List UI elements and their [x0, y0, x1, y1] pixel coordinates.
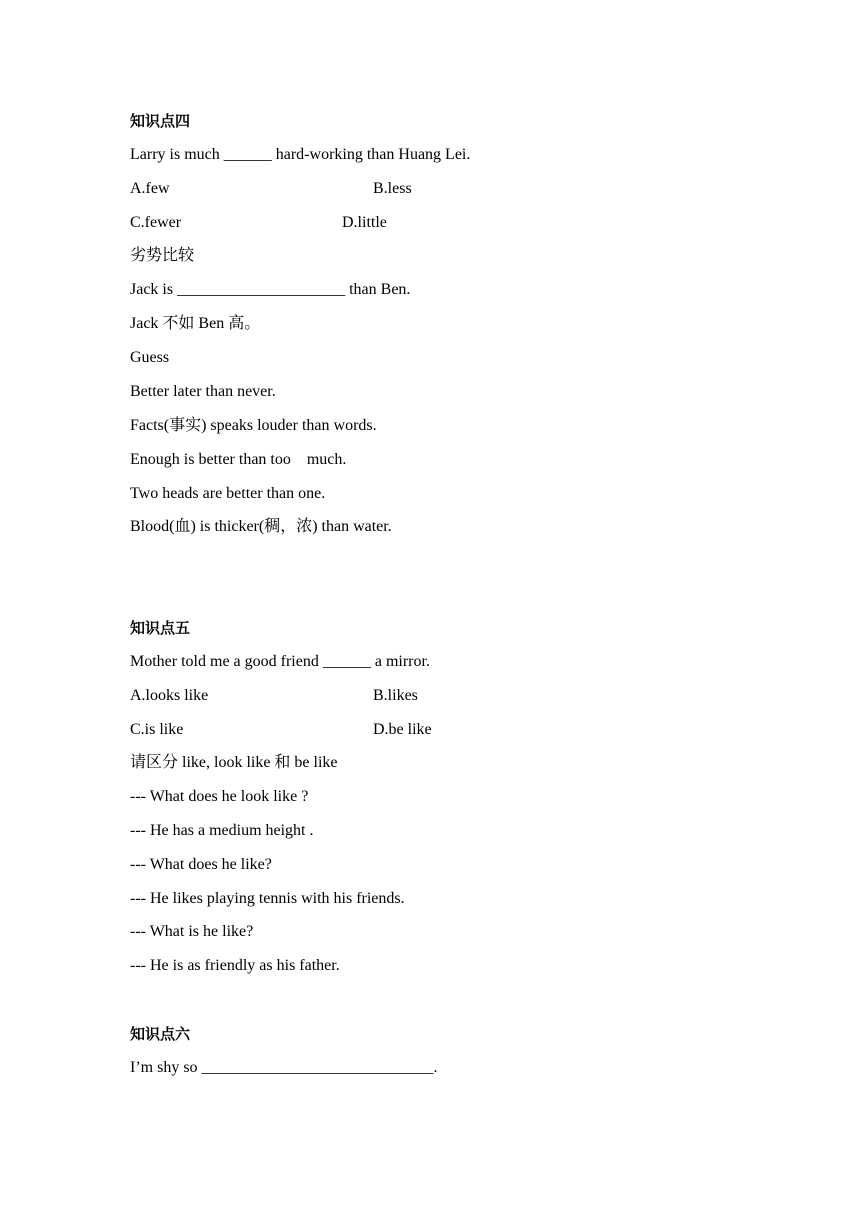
dialogue-line: --- He has a medium height .	[130, 822, 314, 839]
section-4-guess-label: Guess	[130, 349, 170, 366]
proverb-line: Better later than never.	[130, 383, 276, 400]
dialogue-line: --- He likes playing tennis with his friends.	[130, 890, 405, 907]
section-5-option-a: A.looks like	[130, 687, 209, 704]
section-5-option-d: D.be like	[373, 721, 432, 738]
proverb-line: Enough is better than too much.	[130, 451, 347, 468]
section-4-translation: Jack 不如 Ben 高。	[130, 315, 261, 332]
section-4-question: Larry is much ______ hard-working than Huang Lei.	[130, 146, 471, 163]
proverb-line: Two heads are better than one.	[130, 485, 326, 502]
section-5-subheading: 请区分 like, look like 和 be like	[130, 754, 338, 771]
dialogue-line: --- What does he like?	[130, 856, 272, 873]
section-4-option-c: C.fewer	[130, 214, 182, 231]
dialogue-line: --- What does he look like ?	[130, 788, 309, 805]
section-5-option-c: C.is like	[130, 721, 184, 738]
dialogue-line: --- He is as friendly as his father.	[130, 957, 340, 974]
dialogue-line: --- What is he like?	[130, 923, 254, 940]
section-4-subheading: 劣势比较	[130, 247, 195, 264]
section-4-heading: 知识点四	[130, 112, 191, 130]
section-6-sentence: I’m shy so _____________________________.	[130, 1059, 438, 1076]
proverb-line: Blood(血) is thicker(稠，浓) than water.	[130, 518, 392, 535]
section-5-option-b: B.likes	[373, 687, 418, 704]
section-4-option-a: A.few	[130, 180, 170, 197]
section-5-question: Mother told me a good friend ______ a mirror.	[130, 653, 430, 670]
section-6-heading: 知识点六	[130, 1025, 191, 1043]
section-5-heading: 知识点五	[130, 619, 191, 637]
section-4-fill-sentence: Jack is _____________________ than Ben.	[130, 281, 411, 298]
proverb-line: Facts(事实) speaks louder than words.	[130, 417, 377, 434]
section-4-option-b: B.less	[373, 180, 412, 197]
section-4-option-d: D.little	[342, 214, 387, 231]
